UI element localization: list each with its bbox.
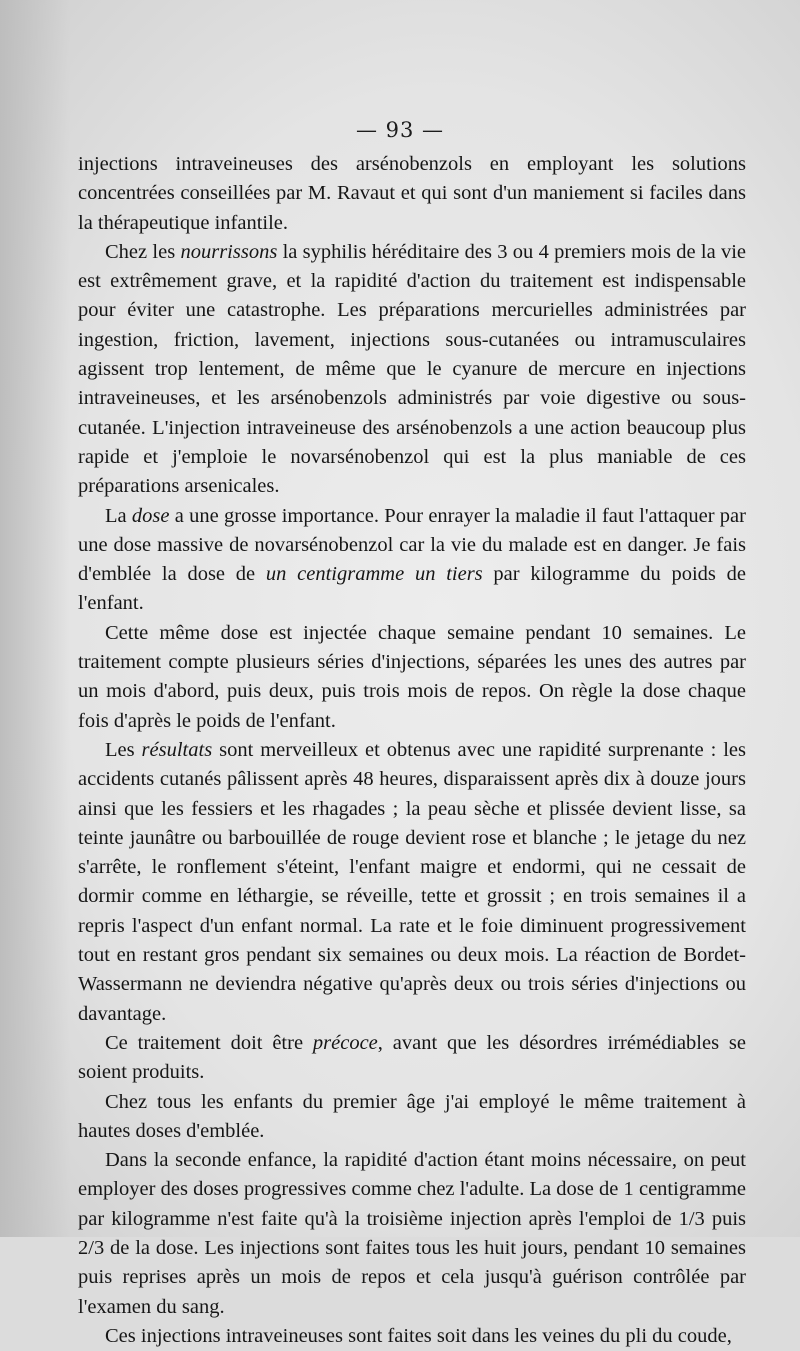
text-run: sont merveilleux et obtenus avec une rapidité surprenante : les accidents cutanés pâlissent après 48 heures, disparaissent après dix à douze jours ainsi que les fessiers et les rhagades ; la peau sèche et plissée devient lisse, sa teinte jaunâtre ou barbouillée de rouge devient rose et blanche ; le jetage du nez s'arrête, le ronflement s'éteint, l'enfant maigre et endormi, qui ne cessait de dormir comme en léthargie, se réveille, tette et grossit ; en trois semaines il a repris l'aspect d'un enfant normal. La rate et le foie diminuent progressivement tout en restant gros pendant six semaines ou deux mois. La réaction de Bordet-Wassermann ne deviendra négative qu'après deux ou trois séries d'injections ou davantage. [78, 738, 746, 1025]
body-text [78, 150, 746, 1351]
text-run: , avant que les désordres irrémédiables se soient produits. [78, 1031, 746, 1084]
italic-term: nourrissons [180, 240, 278, 263]
text-run: La [105, 504, 132, 527]
text-run: Ces injections intraveineuses sont faites soit dans les veines du pli du coude, [105, 1324, 732, 1347]
paragraph [78, 502, 746, 619]
paragraph [78, 238, 746, 502]
italic-term: un centigramme un tiers [265, 563, 483, 586]
page-number: — 93 — [355, 118, 445, 142]
italic-term: résultats [141, 738, 213, 761]
text-run: par kilogramme du poids de l'enfant. [78, 563, 746, 615]
text-run: Ce traitement doit être [105, 1031, 313, 1054]
paragraph [78, 1322, 746, 1351]
paragraph [78, 150, 746, 238]
text-run: a une grosse importance. Pour enrayer la maladie il faut l'attaquer par une dose massive de novarsénobenzol car la vie du malade est en danger. Je fais d'emblée la dose de [78, 504, 746, 586]
text-run: Chez les [105, 240, 181, 263]
italic-term: dose [131, 504, 170, 527]
text-run: Dans la seconde enfance, la rapidité d'action étant moins nécessaire, on peut employer des doses progressives comme chez l'adulte. La dose de 1 centigramme par kilogramme n'est faite qu'à la troisième injection après l'emploi de 1/3 puis 2/3 de la dose. Les injections sont faites tous les huit jours, pendant 10 semaines puis reprises après un mois de repos et cela jusqu'à guérison contrôlée par l'examen du sang. [78, 1149, 746, 1318]
text-run: Les [105, 738, 142, 761]
italic-term: précoce [312, 1031, 378, 1054]
text-run: injections intraveineuses des arsénobenzols en employant les solutions concentrées conseillées par M. Ravaut et qui sont d'un maniement si faciles dans la thérapeutique infantile. [78, 153, 746, 234]
paragraph [78, 736, 746, 1029]
text-run: Chez tous les enfants du premier âge j'ai employé le même traitement à hautes doses d'emblée. [78, 1090, 746, 1142]
text-run: la syphilis héréditaire des 3 ou 4 premiers mois de la vie est extrêmement grave, et la rapidité d'action du traitement est indispensable pour éviter une catastrophe. Les préparations mercurielles administrées par ingestion, friction, lavement, injections sous-cutanées ou intramusculaires agissent trop lentement, de même que le cyanure de mercure en injections intraveineuses, et les arsénobenzols administrés par voie digestive ou sous-cutanée. L'injection intraveineuse des arsénobenzols a une action beaucoup plus rapide et j'emploie le novarsénobenzol qui est la plus maniable de ces préparations arsenicales. [78, 240, 746, 498]
text-run: Cette même dose est injectée chaque semaine pendant 10 semaines. Le traitement compte plusieurs séries d'injections, séparées les unes des autres par un mois d'abord, puis deux, puis trois mois de repos. On règle la dose chaque fois d'après le poids de l'enfant. [78, 621, 746, 732]
paragraph [78, 1029, 746, 1088]
paragraph [78, 1146, 746, 1322]
paragraph [78, 1088, 746, 1147]
paragraph [78, 619, 746, 736]
